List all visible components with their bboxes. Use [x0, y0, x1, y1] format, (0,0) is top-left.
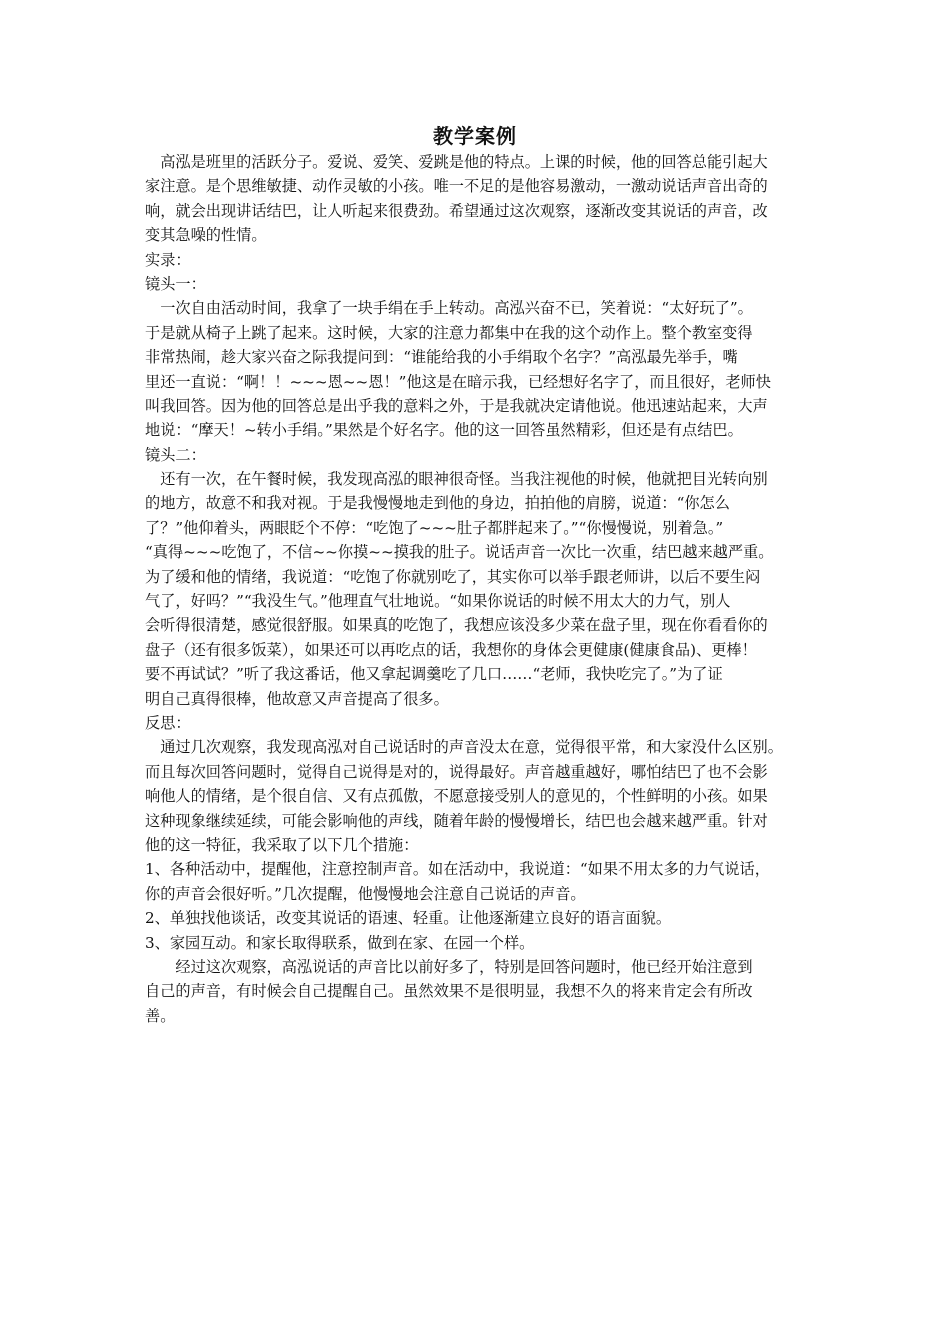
text-line: 自己的声音，有时候会自己提醒自己。虽然效果不是很明显，我想不久的将来肯定会有所改 — [145, 982, 753, 1001]
document-title: 教学案例 — [433, 124, 517, 148]
text-line: 非常热闹，趁大家兴奋之际我提问到：“谁能给我的小手绢取个名字？”高泓最先举手，嘴 — [145, 348, 738, 367]
text-line: 2、单独找他谈话，改变其说话的语速、轻重。让他逐渐建立良好的语言面貌。 — [145, 909, 672, 928]
text-line: 变其急噪的性情。 — [145, 226, 267, 245]
text-line: 善。 — [145, 1006, 176, 1025]
text-line: 盘子（还有很多饭菜），如果还可以再吃点的话，我想你的身体会更健康(健康食品)、更棒！ — [145, 640, 757, 659]
text-line: 地说：“摩天！~转小手绢。”果然是个好名字。他的这一回答虽然精彩，但还是有点结巴。 — [145, 421, 743, 440]
text-line: 3、家园互动。和家长取得联系，做到在家、在园一个样。 — [145, 933, 535, 952]
text-line: 叫我回答。因为他的回答总是出乎我的意料之外，于是我就决定请他说。他迅速站起来，大声 — [145, 396, 768, 415]
text-line: 1、各种活动中，提醒他，注意控制声音。如在活动中，我说道：“如果不用太多的力气说话， — [145, 860, 770, 879]
text-line: 会听得很清楚，感觉很舒服。如果真的吃饱了，我想应该没多少菜在盘子里，现在你看看你的 — [145, 616, 768, 635]
text-line: 实录： — [145, 250, 191, 269]
text-line: 而且每次回答问题时，觉得自己说得是对的，说得最好。声音越重越好，哪怕结巴了也不会影 — [145, 762, 768, 781]
text-line: 经过这次观察，高泓说话的声音比以前好多了，特别是回答问题时，他已经开始注意到 — [145, 957, 753, 976]
text-line: “真得~~~吃饱了，不信~~你摸~~摸我的肚子。说话声音一次比一次重，结巴越来越严重。 — [145, 543, 774, 562]
text-line: 响，就会出现讲话结巴，让人听起来很费劲。希望通过这次观察，逐渐改变其说话的声音，改 — [145, 201, 768, 220]
text-line: 了？”他仰着头，两眼眨个不停：“吃饱了~~~肚子都胖起来了。”“你慢慢说，别着急。” — [145, 518, 724, 537]
text-line: 镜头一： — [145, 274, 206, 293]
text-line: 高泓是班里的活跃分子。爱说、爱笑、爱跳是他的特点。上课的时候，他的回答总能引起大 — [145, 153, 768, 171]
text-line: 还有一次，在午餐时候，我发现高泓的眼神很奇怪。当我注视他的时候，他就把目光转向别 — [145, 470, 768, 489]
text-line: 于是就从椅子上跳了起来。这时候，大家的注意力都集中在我的这个动作上。整个教室变得 — [145, 323, 753, 342]
text-line: 的地方，故意不和我对视。于是我慢慢地走到他的身边，拍拍他的肩膀，说道：“你怎么 — [145, 494, 730, 513]
text-line: 要不再试试？”听了我这番话，他又拿起调羹吃了几口……“老师，我快吃完了。”为了证 — [145, 665, 723, 684]
text-line: 明自己真得很棒，他故意又声音提高了很多。 — [145, 689, 449, 708]
text-line: 为了缓和他的情绪，我说道：“吃饱了你就别吃了，其实你可以举手跟老师讲，以后不要生闷 — [145, 567, 761, 586]
text-line: 镜头二： — [145, 445, 206, 464]
text-line: 反思： — [145, 713, 191, 732]
text-line: 气了，好吗？”“我没生气。”他理直气壮地说。“如果你说话的时候不用太大的力气，别人 — [145, 592, 731, 611]
text-line: 一次自由活动时间，我拿了一块手绢在手上转动。高泓兴奋不已，笑着说：“太好玩了”。 — [145, 299, 753, 318]
text-line: 里还一直说：“啊！！~~~恩~~恩！”他这是在暗示我，已经想好名字了，而且很好，老师快 — [145, 372, 771, 391]
text-line: 通过几次观察，我发现高泓对自己说话时的声音没太在意，觉得很平常，和大家没什么区别。 — [145, 738, 783, 757]
text-line: 家注意。是个思维敏捷、动作灵敏的小孩。唯一不足的是他容易激动，一激动说话声音出奇的 — [145, 177, 768, 196]
document-body — [145, 150, 815, 1028]
text-line: 他的这一特征，我采取了以下几个措施： — [145, 835, 419, 854]
text-line: 响他人的情绪，是个很自信、又有点孤傲，不愿意接受别人的意见的，个性鲜明的小孩。如果 — [145, 787, 768, 806]
text-line: 这种现象继续延续，可能会影响他的声线，随着年龄的慢慢增长，结巴也会越来越严重。针对 — [145, 811, 768, 830]
text-line: 你的声音会很好听。”几次提醒，他慢慢地会注意自己说话的声音。 — [145, 884, 586, 903]
